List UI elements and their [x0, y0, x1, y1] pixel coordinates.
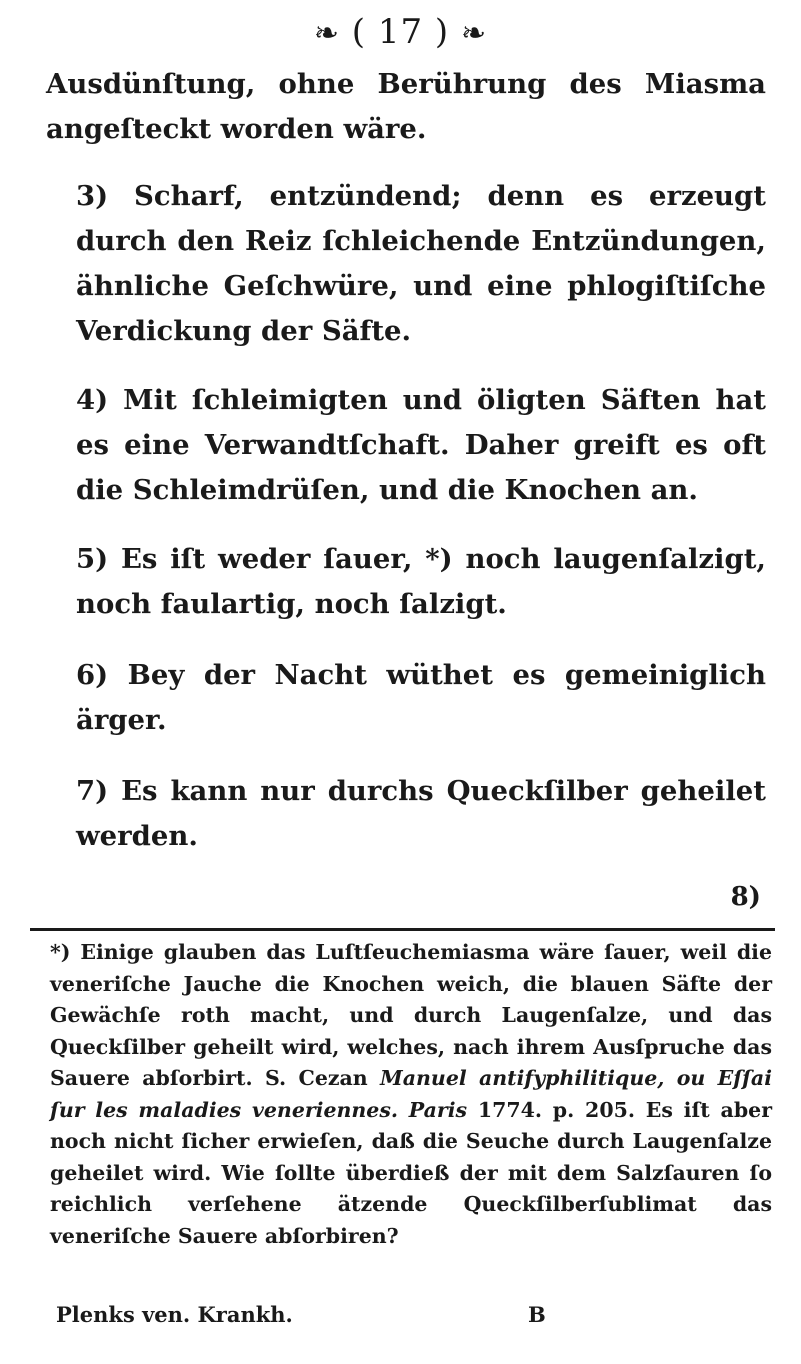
footnote-citation: Manuel antifyphilitique, ou Eſſai ſur les maladies veneriennes. Paris [50, 1066, 772, 1122]
footnote-divider [30, 928, 775, 931]
footnote-text-1: *) Einige glauben das Luſtſeuchemiasma wäre ſauer, weil die veneriſche Jauche die Knochen weich, die blauen Säfte der Gewächſe roth macht, und durch Laugenſalze, und das Queckſilber geheilt wird, welches, nach ihrem Ausſpruche das Sauere abſorbirt. S. Cezan [50, 940, 772, 1090]
main-text [46, 62, 766, 859]
page-header [0, 8, 801, 58]
left-ornament-icon: ❧ [313, 16, 340, 51]
paragraph-6: 6) Bey der Nacht wüthet es gemeiniglich ärger. [76, 659, 766, 736]
paragraph-7: 7) Es kann nur durchs Queckſilber geheilet werden. [76, 775, 766, 852]
footnote-text-2: 1774. p. 205. Es iſt aber noch nicht ſicher erwieſen, daß die Seuche durch Laugenſalze geheilet wird. Wie ſollte überdieß der mit dem Salzſauren ſo reichlich verſehene ätzende Queckſilberſublimat das veneriſche Sauere abſorbiren? [50, 1097, 772, 1248]
paragraph-continuation: Ausdünſtung, ohne Berührung des Miasma angeſteckt worden wäre. [46, 68, 766, 145]
footnote [50, 937, 772, 1252]
signature-mark: B [528, 1302, 546, 1327]
paragraph-3: 3) Scharf, entzündend; denn es erzeugt durch den Reiz ſchleichende Entzündungen, ähnliche Geſchwüre, und eine phlogiſtiſche Verdickung der Säfte. [76, 180, 766, 347]
paragraph-4: 4) Mit ſchleimigten und öligten Säften hat es eine Verwandtſchaft. Daher greift es oft die Schleimdrüſen, und die Knochen an. [76, 384, 766, 506]
paragraph-5: 5) Es iſt weder ſauer, *) noch laugenſalzigt, noch faulartig, noch ſalzigt. [76, 543, 766, 620]
signature-line [56, 1302, 776, 1327]
right-ornament-icon: ❧ [461, 16, 488, 51]
signature-text: Plenks ven. Krankh. [56, 1302, 293, 1327]
page-number: ( 17 ) [351, 12, 450, 52]
catchword: 8) [730, 882, 761, 912]
